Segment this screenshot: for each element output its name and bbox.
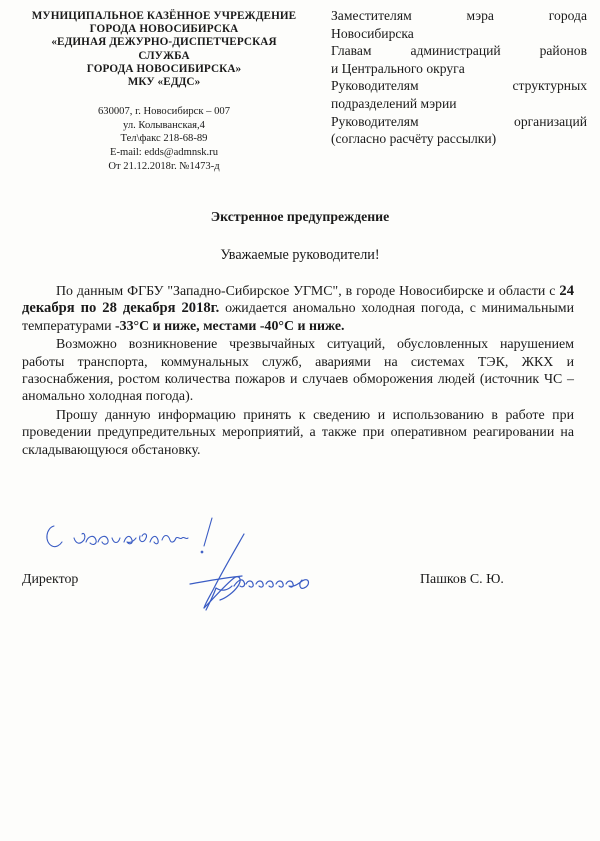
- letter-body: [22, 283, 574, 460]
- recipient-line: подразделений мэрии: [331, 95, 457, 111]
- org-line: МУНИЦИПАЛЬНОЕ КАЗЁННОЕ УЧРЕЖДЕНИЕ: [31, 10, 297, 22]
- forecast-temperature: -33°С и ниже, местами -40°С и ниже.: [115, 318, 345, 334]
- org-line: ГОРОДА НОВОСИБИРСКА»: [86, 62, 242, 75]
- recipient-line: Главам администраций районов: [331, 43, 587, 59]
- recipient-line: Новосибирска: [331, 25, 414, 41]
- forecast-source: По данным ФГБУ "Западно-Сибирское УГМС", в городе Новосибирске и области с: [56, 284, 560, 299]
- recipient-line: Заместителям мэра города: [331, 8, 587, 23]
- document-date-number: От 21.12.2018г. №1473-д: [108, 160, 220, 172]
- recipients-block: [331, 7, 587, 148]
- signer-name: Пашков С. Ю.: [420, 572, 504, 587]
- organization-address: [14, 105, 314, 173]
- director-signature: [182, 528, 332, 618]
- forecast-period: 24 декабря по 28 декабря 2018г.: [22, 283, 574, 317]
- recipient-line: Руководителям структурных: [331, 78, 587, 94]
- address-line: ул. Колыванская,4: [123, 119, 205, 131]
- greeting: Уважаемые руководители!: [220, 247, 380, 263]
- forecast-text: ожидается аномально холодная погода, с минимальными температурами: [22, 301, 574, 334]
- paragraph-forecast: [22, 283, 574, 335]
- paragraph-request: Прошу данную информацию принять к сведению и использованию в работе при проведении предупредительных мероприятий, а также при оперативном реагировании на складывающуюся обстановку.: [22, 407, 574, 458]
- recipient-line: (согласно расчёту рассылки): [331, 131, 497, 147]
- sender-block: [14, 10, 314, 173]
- email-line: E-mail: edds@admnsk.ru: [109, 147, 219, 158]
- recipient-line: и Центрального округа: [331, 60, 465, 76]
- address-line: 630007, г. Новосибирск – 007: [97, 106, 231, 118]
- organization-name: [14, 10, 314, 89]
- signer-position: Директор: [22, 572, 79, 587]
- org-line: «ЕДИНАЯ ДЕЖУРНО-ДИСПЕТЧЕРСКАЯ: [51, 36, 277, 49]
- org-line: ГОРОДА НОВОСИБИРСКА: [89, 23, 239, 36]
- recipient-line: Руководителям организаций: [331, 113, 587, 129]
- document-title: Экстренное предупреждение: [210, 209, 390, 224]
- paragraph-risks: Возможно возникновение чрезвычайных ситуаций, обусловленных нарушением работы транспорта, коммунальных служб, авариями на системах ТЭК, ЖКХ и газоснабжения, ростом количества пожаров и случаев обморожения людей (источник ЧС – аномально холодная погода).: [22, 337, 574, 405]
- phone-fax: Тел\факс 218-68-89: [120, 133, 208, 145]
- org-line: СЛУЖБА: [138, 49, 190, 62]
- org-line: МКУ «ЕДДС»: [127, 76, 201, 89]
